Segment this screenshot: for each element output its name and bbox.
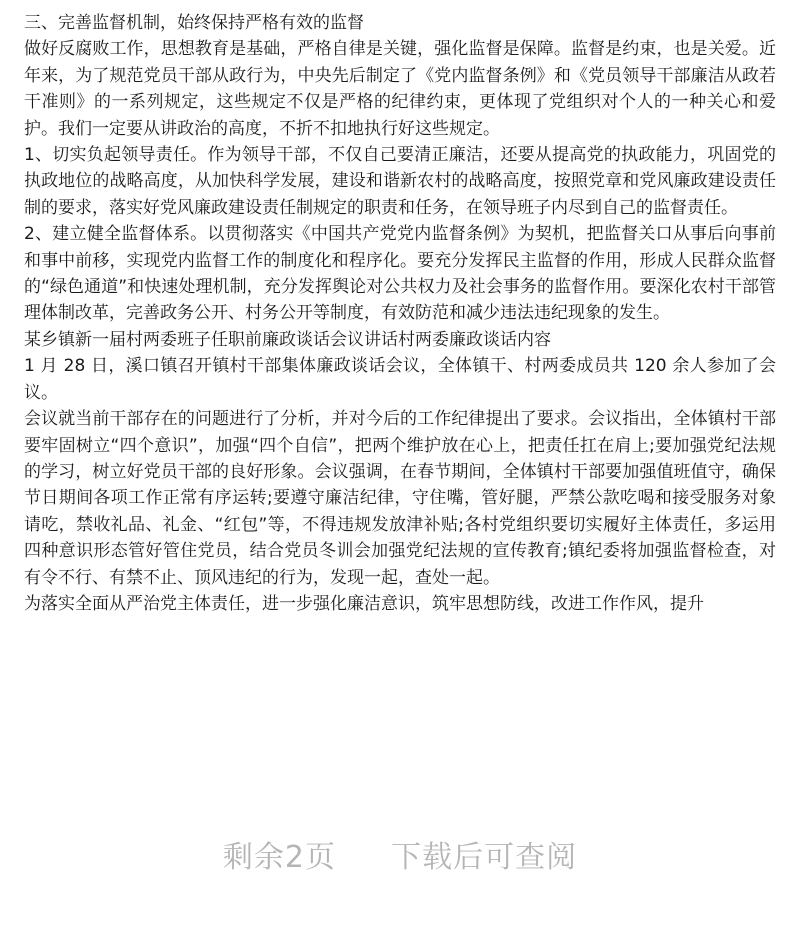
document-body [24,10,776,617]
download-hint-label: 下载后可查阅 [391,840,578,875]
paragraph: 1 月 28 日，溪口镇召开镇村干部集体廉政谈话会议，全体镇干、村两委成员共 120 余人参加了会议。 [24,356,776,403]
download-prompt[interactable] [0,832,800,876]
paragraph: 1、切实负起领导责任。作为领导干部，不仅自己要清正廉洁，还要从提高党的执政能力，巩固党的执政地位的战略高度，从加快科学发展，建设和谐新农村的战略高度，按照党章和党风廉政建设责任制的要求，落实好党风廉政建设责任制规定的职责和任务，在领导班子内尽到自己的监督责任。 [24,145,776,218]
paragraph: 为落实全面从严治党主体责任，进一步强化廉洁意识，筑牢思想防线，改进工作作风，提升 [24,593,704,614]
section-heading: 三、完善监督机制，始终保持严格有效的监督 [24,13,364,33]
remaining-pages-label: 剩余2页 [222,840,336,875]
article-title: 某乡镇新一届村两委班子任职前廉政谈话会议讲话村两委廉政谈话内容 [24,329,551,350]
paragraph: 做好反腐败工作，思想教育是基础，严格自律是关键，强化监督是保障。监督是约束，也是关爱。近年来，为了规范党员干部从政行为，中央先后制定了《党内监督条例》和《党员领导干部廉洁从政若干准则》的一系列规定，这些规定不仅是严格的纪律约束，更体现了党组织对个人的一种关心和爱护。我们一定要从讲政治的高度，不折不扣地执行好这些规定。 [24,39,776,139]
paragraph: 会议就当前干部存在的问题进行了分析，并对今后的工作纪律提出了要求。会议指出，全体镇村干部要牢固树立“四个意识”，加强“四个自信”，把两个维护放在心上，把责任扛在肩上;要加强党纪法规的学习，树立好党员干部的良好形象。会议强调，在春节期间，全体镇村干部要加强值班值守，确保节日期间各项工作正常有序运转;要遵守廉洁纪律，守住嘴，管好腿，严禁公款吃喝和接受服务对象请吃，禁收礼品、礼金、“红包”等，不得违规发放津补贴;各村党组织要切实履好主体责任，多运用四种意识形态管好管住党员，结合党员冬训会加强党纪法规的宣传教育;镇纪委将加强监督检查，对有令不行、有禁不止、顶风违纪的行为，发现一起，查处一起。 [24,409,776,588]
paragraph: 2、建立健全监督体系。以贯彻落实《中国共产党党内监督条例》为契机，把监督关口从事后向事前和事中前移，实现党内监督工作的制度化和程序化。要充分发挥民主监督的作用，形成人民群众监督的“绿色通道”和快速处理机制，充分发挥舆论对公共权力及社会事务的监督作用。要深化农村干部管理体制改革，完善政务公开、村务公开等制度，有效防范和减少违法违纪现象的发生。 [24,224,776,324]
